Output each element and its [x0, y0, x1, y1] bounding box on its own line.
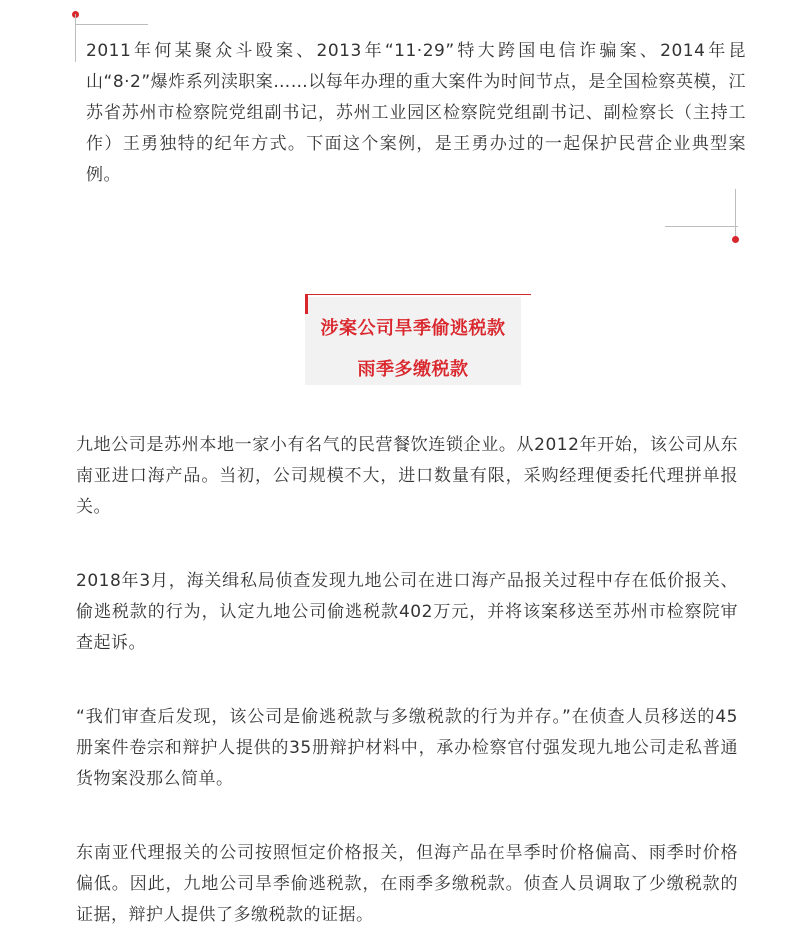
intro-quote: 2011年何某聚众斗殴案、2013年“11·29”特大跨国电信诈骗案、2014年昆山“8·2”爆炸系列渎职案……以每年办理的重大案件为时间节点，是全国检察英模，江苏省苏州市检察院党组副书记，苏州工业园区检察院党组副书记、副检察长（主持工作）王勇独特的纪年方式。下面这个案例，是王勇办过的一起保护民营企业典型案例。	[86, 41, 746, 185]
body-paragraph-1: 九地公司是苏州本地一家小有名气的民营餐饮连锁企业。从2012年开始，该公司从东南亚进口海产品。当初，公司规模不大，进口数量有限，采购经理便委托代理拼单报关。	[76, 435, 738, 517]
section-heading-line-1: 涉案公司旱季偷逃税款	[320, 318, 506, 339]
body-paragraph-2: 2018年3月，海关缉私局侦查发现九地公司在进口海产品报关过程中存在低价报关、偷逃税款的行为，认定九地公司偷逃税款402万元，并将该案移送至苏州市检察院审查起诉。	[76, 571, 738, 653]
frame-dot-bottom-right	[732, 236, 739, 243]
section-heading-accent-top	[305, 294, 531, 295]
frame-line-top-left-vertical	[75, 14, 76, 62]
frame-line-bottom-right-horizontal	[665, 226, 738, 227]
frame-line-top-left-horizontal	[75, 24, 148, 25]
section-heading-line-2: 雨季多缴税款	[357, 359, 469, 380]
section-heading-accent-left	[305, 294, 308, 314]
body-paragraph-4: 东南亚代理报关的公司按照恒定价格报关，但海产品在旱季时价格偏高、雨季时价格偏低。因此，九地公司旱季偷逃税款，在雨季多缴税款。侦查人员调取了少缴税款的证据，辩护人提供了多缴税款的证据。	[76, 843, 738, 925]
frame-line-bottom-right-vertical	[735, 189, 736, 239]
body-paragraph-3: “我们审查后发现，该公司是偷逃税款与多缴税款的行为并存。”在侦查人员移送的45册案件卷宗和辩护人提供的35册辩护材料中，承办检察官付强发现九地公司走私普通货物案没那么简单。	[76, 707, 738, 789]
